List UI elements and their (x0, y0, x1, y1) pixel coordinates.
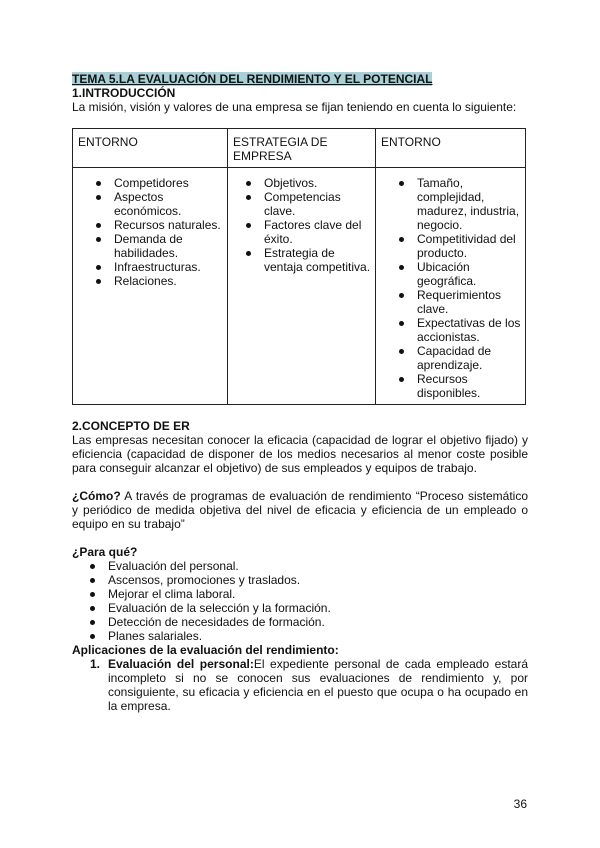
list-item: Demanda de habilidades. (114, 232, 223, 260)
list-item: Mejorar el clima laboral. (108, 587, 528, 601)
como-paragraph (72, 489, 528, 531)
list-item: Relaciones. (114, 274, 223, 288)
item-number: 1. (90, 657, 101, 671)
col3-list (381, 176, 521, 400)
list-item: Estrategia de ventaja competitiva. (264, 246, 371, 274)
list-item: Planes salariales. (108, 629, 528, 643)
table-cell-col3 (376, 168, 526, 405)
item-label: Evaluación del personal: (108, 657, 254, 671)
list-item: Detección de necesidades de formación. (108, 615, 528, 629)
section2-heading: 2.CONCEPTO DE ER (72, 419, 190, 433)
list-item: Ascensos, promociones y traslados. (108, 573, 528, 587)
factors-table (72, 128, 526, 405)
list-item: Requerimientos clave. (417, 288, 521, 316)
list-item: Aspectos económicos. (114, 190, 223, 218)
como-text: A través de programas de evaluación de rendimiento “Proceso sistemático y periódico de medida objetiva del nivel de eficacia y eficiencia de un empleado o equipo en su trabajo” (72, 489, 528, 531)
list-item: Infraestructuras. (114, 260, 223, 274)
como-label: ¿Cómo? (72, 489, 121, 503)
list-item: Competencias clave. (264, 190, 371, 218)
list-item: Competitividad del producto. (417, 232, 521, 260)
page-title: TEMA 5.LA EVALUACIÓN DEL RENDIMIENTO Y EL POTENCIAL (72, 72, 433, 86)
section2-paragraph: Las empresas necesitan conocer la eficacia (capacidad de lograr el objetivo fijado) y eficiencia (capacidad de disponer de los medios necesarios al menor coste posible para conseguir alcanzar el objetivo) de sus empleados y equipos de trabajo. (72, 433, 528, 475)
item-text: El expediente personal de cada empleado estará incompleto si no se conocen sus evaluaciones de rendimiento y, por consiguiente, su eficacia y eficiencia en el puesto que ocupa o ha ocupado en la empresa. (108, 657, 528, 713)
table-header-entorno-2: ENTORNO (376, 129, 526, 168)
section1-intro: La misión, visión y valores de una empresa se fijan teniendo en cuenta lo siguiente: (72, 100, 517, 114)
list-item: Evaluación de la selección y la formación. (108, 601, 528, 615)
page-number: 36 (513, 797, 527, 811)
list-item: Objetivos. (264, 176, 371, 190)
list-item: Factores clave del éxito. (264, 218, 371, 246)
table-cell-col2 (228, 168, 376, 405)
aplicaciones-list (72, 657, 528, 713)
page-content (72, 72, 528, 713)
list-item: Recursos naturales. (114, 218, 223, 232)
list-item: Ubicación geográfica. (417, 260, 521, 288)
list-item (90, 657, 528, 713)
section1-heading: 1.INTRODUCCIÓN (72, 86, 176, 100)
para-que-list (72, 559, 528, 643)
col1-list (78, 176, 223, 288)
list-item: Capacidad de aprendizaje. (417, 344, 521, 372)
table-header-estrategia: ESTRATEGIA DE EMPRESA (228, 129, 376, 168)
table-header-entorno-1: ENTORNO (73, 129, 228, 168)
aplicaciones-heading: Aplicaciones de la evaluación del rendimiento: (72, 643, 339, 657)
para-que-label: ¿Para qué? (72, 545, 138, 559)
list-item: Evaluación del personal. (108, 559, 528, 573)
list-item: Tamaño, complejidad, madurez, industria, negocio. (417, 176, 520, 232)
list-item: Competidores (114, 176, 223, 190)
col2-list (233, 176, 371, 274)
list-item: Expectativas de los accionistas. (417, 316, 521, 344)
list-item: Recursos disponibles. (417, 372, 521, 400)
table-cell-col1 (73, 168, 228, 405)
